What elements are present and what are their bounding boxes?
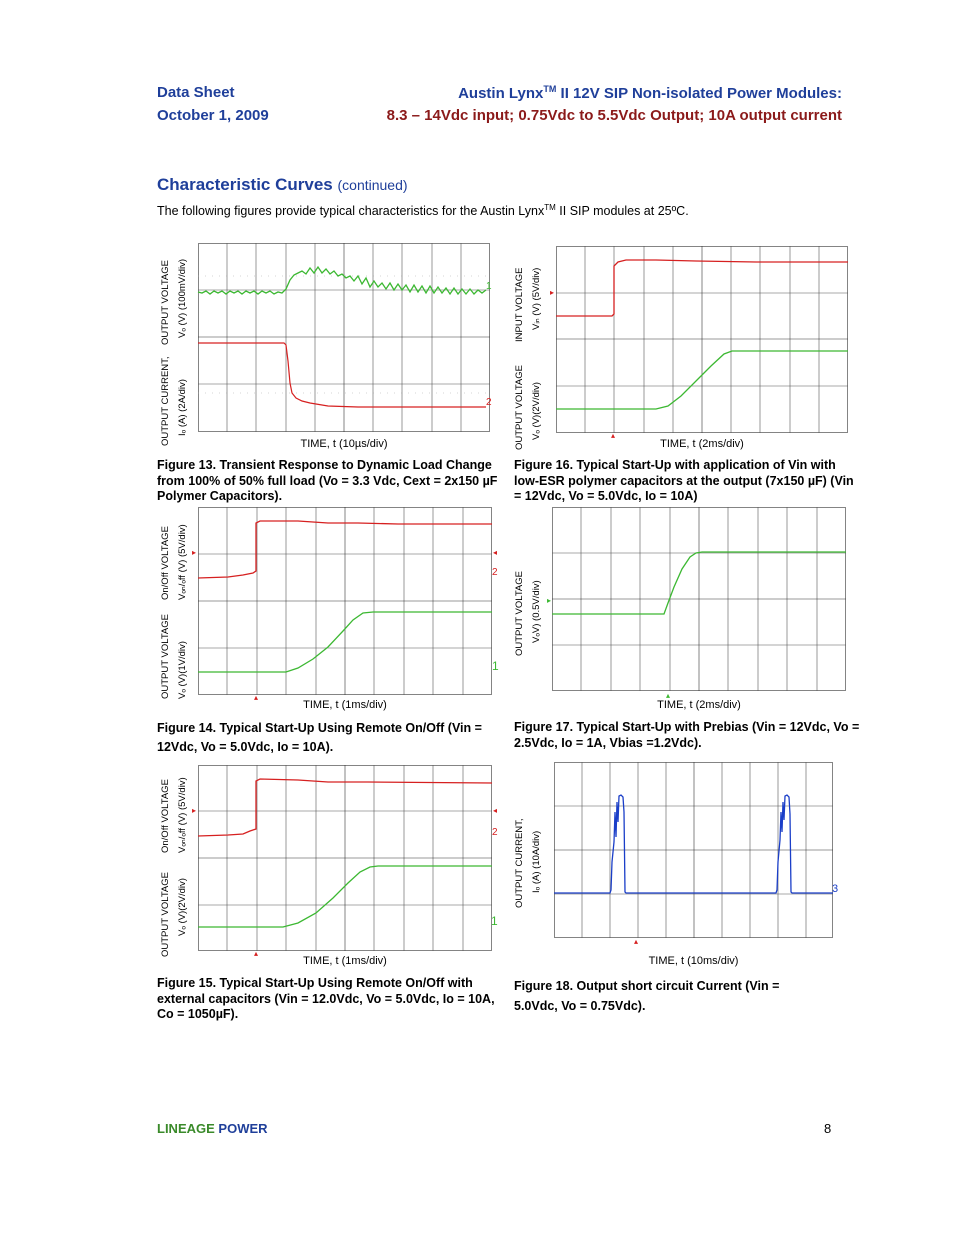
fig18-xlabel: TIME, t (10ms/div) bbox=[648, 955, 739, 967]
fig15-xlabel: TIME, t (1ms/div) bbox=[303, 955, 387, 967]
intro-text-end: II SIP modules at 25ºC. bbox=[555, 204, 689, 219]
footer-brand-power: POWER bbox=[214, 1121, 268, 1136]
section-subtitle: (continued) bbox=[337, 177, 408, 193]
fig14-scope-plot bbox=[192, 507, 499, 702]
section-title bbox=[157, 175, 408, 195]
fig16-scope-plot bbox=[550, 246, 848, 440]
intro-text: The following figures provide typical characteristics for the Austin Lynx bbox=[157, 204, 545, 219]
fig13-ylabel-bottom bbox=[160, 356, 171, 446]
fig15-ylabel-top-b: Vₒₙ/ₒff (V) (5V/div) bbox=[177, 777, 188, 853]
fig14-grid bbox=[198, 507, 492, 695]
fig14-right-arrow: ◂ bbox=[493, 548, 498, 557]
fig16-caption: Figure 16. Typical Start-Up with application of Vin with low-ESR polymer capacitors at the output (7x150 µF) (Vin = 12Vdc, Vo = 5.0Vdc, Io = 10A) bbox=[514, 458, 854, 503]
fig13-caption: Figure 13. Transient Response to Dynamic Load Change from 100% of 50% full load (Vo = 3.3 Vdc, Cext = 2x150 µF Polymer Capacitors). bbox=[157, 458, 498, 503]
fig16-xlabel: TIME, t (2ms/div) bbox=[660, 438, 744, 450]
fig15-grid bbox=[198, 765, 492, 951]
fig18-ylabel-a: OUTPUT CURRENT, bbox=[514, 818, 525, 908]
fig16-vin-arrow: ▸ bbox=[550, 288, 555, 297]
fig15-trigger-arrow: ▴ bbox=[254, 949, 259, 958]
fig13-ylabel-top-a: OUTPUT VOLTAGE bbox=[160, 260, 171, 345]
fig15-ylabel-bottom-a: OUTPUT VOLTAGE bbox=[160, 872, 171, 957]
fig15-ylabel-top-a: On/Off VOLTAGE bbox=[160, 779, 171, 853]
fig16-ylabel-bottom-a: OUTPUT VOLTAGE bbox=[514, 365, 525, 450]
fig16-trigger-arrow: ▴ bbox=[611, 431, 616, 440]
fig18-marker-3: 3 bbox=[832, 883, 839, 895]
fig13-marker-2: 2 bbox=[486, 397, 492, 408]
footer-brand-lineage: LINEAGE bbox=[157, 1121, 215, 1136]
fig15-caption: Figure 15. Typical Start-Up Using Remote On/Off with external capacitors (Vin = 12.0Vdc, Vo = 5.0Vdc, Io = 10A, Co = 1050µF). bbox=[157, 976, 495, 1021]
fig17-scope-plot bbox=[547, 507, 846, 700]
fig14-xlabel: TIME, t (1ms/div) bbox=[303, 699, 387, 711]
fig17-ylabel-b: VₒV) (0.5V/div) bbox=[531, 580, 542, 643]
fig14-marker-1: 1 bbox=[492, 659, 499, 673]
fig16-ylabel-top-a: INPUT VOLTAGE bbox=[514, 267, 525, 342]
section-title-text: Characteristic Curves bbox=[157, 175, 333, 194]
fig15-marker-2: 2 bbox=[492, 827, 498, 838]
fig13-trace-current bbox=[198, 343, 486, 407]
fig18-scope-plot bbox=[554, 762, 839, 946]
header-date: October 1, 2009 bbox=[157, 107, 269, 124]
fig16-ylabel-bottom-b: Vₒ (V)(2V/div) bbox=[531, 382, 542, 440]
fig15-onoff-arrow: ▸ bbox=[192, 806, 197, 815]
fig15-ylabel-bottom-b: Vₒ (V)(2V/div) bbox=[177, 878, 188, 936]
fig14-marker-2: 2 bbox=[492, 567, 498, 578]
fig14-ylabel-top-b: Vₒₙ/ₒff (V) (5V/div) bbox=[177, 524, 188, 600]
fig18-caption: Figure 18. Output short circuit Current (Vin = 5.0Vdc, Vo = 0.75Vdc). bbox=[514, 979, 780, 1013]
header-product-name: Austin Lynx bbox=[458, 85, 544, 102]
fig18-trigger-arrow: ▴ bbox=[634, 937, 639, 946]
fig14-ylabel-top-a: On/Off VOLTAGE bbox=[160, 526, 171, 600]
page-number: 8 bbox=[824, 1121, 832, 1136]
fig17-ylabel-a: OUTPUT VOLTAGE bbox=[514, 571, 525, 656]
fig13-ylabel-top-b: Vₒ (V) (100mV/div) bbox=[177, 258, 188, 338]
header-tm: TM bbox=[543, 84, 557, 94]
fig16-grid bbox=[556, 246, 848, 433]
fig18-grid bbox=[554, 762, 833, 938]
fig13-ylabel-top bbox=[160, 260, 171, 345]
fig13-scope-plot bbox=[198, 243, 490, 432]
fig14-ylabel-bottom-b: Vₒ (V)(1V/div) bbox=[177, 641, 188, 699]
fig15-right-arrow: ◂ bbox=[493, 806, 498, 815]
fig17-trigger-arrow: ▴ bbox=[666, 691, 671, 700]
section-intro bbox=[157, 203, 689, 218]
fig13-marker-1: 1 bbox=[486, 281, 492, 292]
fig17-xlabel: TIME, t (2ms/div) bbox=[657, 699, 741, 711]
footer-brand bbox=[157, 1121, 268, 1136]
fig14-trigger-arrow: ▴ bbox=[254, 693, 259, 702]
fig13-grid bbox=[198, 243, 490, 432]
fig17-vo-arrow: ▸ bbox=[547, 596, 552, 605]
fig15-marker-1: 1 bbox=[491, 914, 498, 928]
header-product-title bbox=[458, 84, 842, 102]
fig14-caption: Figure 14. Typical Start-Up Using Remote On/Off (Vin = 12Vdc, Vo = 5.0Vdc, Io = 10A). bbox=[157, 721, 482, 754]
fig18-ylabel-b: Iₒ (A) (10A/div) bbox=[531, 830, 542, 893]
fig13-ylabel-bottom-a: OUTPUT CURRENT, bbox=[160, 356, 171, 446]
header-product-desc: II 12V SIP Non-isolated Power Modules: bbox=[556, 85, 842, 102]
fig18-trace-current bbox=[554, 795, 833, 893]
fig14-onoff-arrow: ▸ bbox=[192, 548, 197, 557]
fig14-ylabel-bottom-a: OUTPUT VOLTAGE bbox=[160, 614, 171, 699]
header-product-spec: 8.3 – 14Vdc input; 0.75Vdc to 5.5Vdc Output; 10A output current bbox=[386, 107, 842, 124]
fig17-caption: Figure 17. Typical Start-Up with Prebias (Vin = 12Vdc, Vo = 2.5Vdc, Io = 1A, Vbias =1.2Vdc). bbox=[514, 720, 860, 750]
fig16-ylabel-top-b: Vᵢₙ (V) (5V/div) bbox=[531, 267, 542, 330]
header-doc-type: Data Sheet bbox=[157, 84, 235, 101]
fig13-xlabel: TIME, t (10µs/div) bbox=[300, 438, 388, 450]
fig13-ylabel-bottom-b: Iₒ (A) (2A/div) bbox=[177, 379, 188, 436]
fig15-scope-plot bbox=[192, 765, 498, 958]
fig17-grid bbox=[552, 507, 846, 691]
intro-tm: TM bbox=[544, 203, 556, 212]
